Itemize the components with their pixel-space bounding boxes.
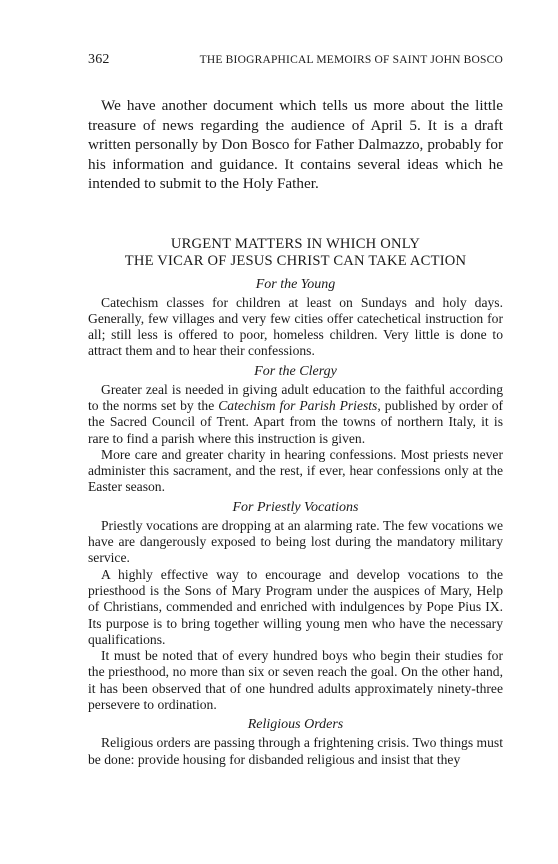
title-line-2: THE VICAR OF JESUS CHRIST CAN TAKE ACTION	[124, 252, 467, 269]
title-line-1: URGENT MATTERS IN WHICH ONLY	[170, 235, 421, 252]
clergy-paragraph-1	[88, 382, 503, 447]
vocations-paragraph-2: A highly effective way to encourage and develop vocations to the priesthood is the Sons of Mary Program under the auspices of Mary, Help of Christians, commended and enriched with indulgences by Pope Pius IX. Its purpose is to bring together willing young men who have the necessary qualifications.	[88, 566, 503, 647]
document-title	[88, 236, 503, 270]
catechism-title: Catechism for Parish Priests	[218, 397, 378, 413]
intro-paragraph-block	[88, 96, 503, 194]
orders-paragraph-1: Religious orders are passing through a frightening crisis. Two things must be done: provide housing for disbanded religious and insist that they	[88, 735, 503, 767]
clergy-paragraph-2: More care and greater charity in hearing confessions. Most priests never administer this sacrament, and the rest, if ever, hear confessions only at the Easter season.	[88, 446, 503, 495]
vocations-paragraph-1: Priestly vocations are dropping at an alarming rate. The few vocations we have are dangerously exposed to being lost during the mandatory military service.	[88, 517, 503, 566]
running-title: THE BIOGRAPHICAL MEMOIRS OF SAINT JOHN BOSCO	[199, 54, 503, 66]
intro-paragraph: We have another document which tells us more about the little treasure of news regarding the audience of April 5. It is a draft written personally by Don Bosco for Father Dalmazzo, probably for his information and guidance. It contains several ideas which he intended to submit to the Holy Father.	[88, 97, 503, 192]
heading-orders: Religious Orders	[247, 717, 344, 733]
young-paragraph-1: Catechism classes for children at least on Sundays and holy days. Generally, few villages and very few cities offer catechetical instruction for all; still less is offered to poor, homeless children. Very little is done to attract them and to hear their confessions.	[88, 294, 503, 359]
clergy-p1-text-b: , published by order of the Sacred Council of Trent. Apart from the towns of northern Italy, it is rare to find a parish where this instruction is given.	[88, 397, 504, 446]
page-number: 362	[88, 52, 110, 67]
heading-clergy: For the Clergy	[254, 363, 337, 379]
vocations-paragraph-3: It must be noted that of every hundred boys who begin their studies for the priesthood, no more than six or seven reach the goal. On the other hand, it has been observed that of one hundred adults approximately ninety-three persevere to ordination.	[88, 648, 503, 713]
book-page	[88, 52, 503, 768]
heading-vocations: For Priestly Vocations	[232, 499, 359, 515]
document-body	[88, 276, 503, 768]
clergy-p1-text-a: Greater zeal is needed in giving adult education to the faithful according to the norms set by the	[88, 381, 503, 413]
heading-young: For the Young	[255, 276, 336, 292]
running-header	[88, 52, 503, 74]
